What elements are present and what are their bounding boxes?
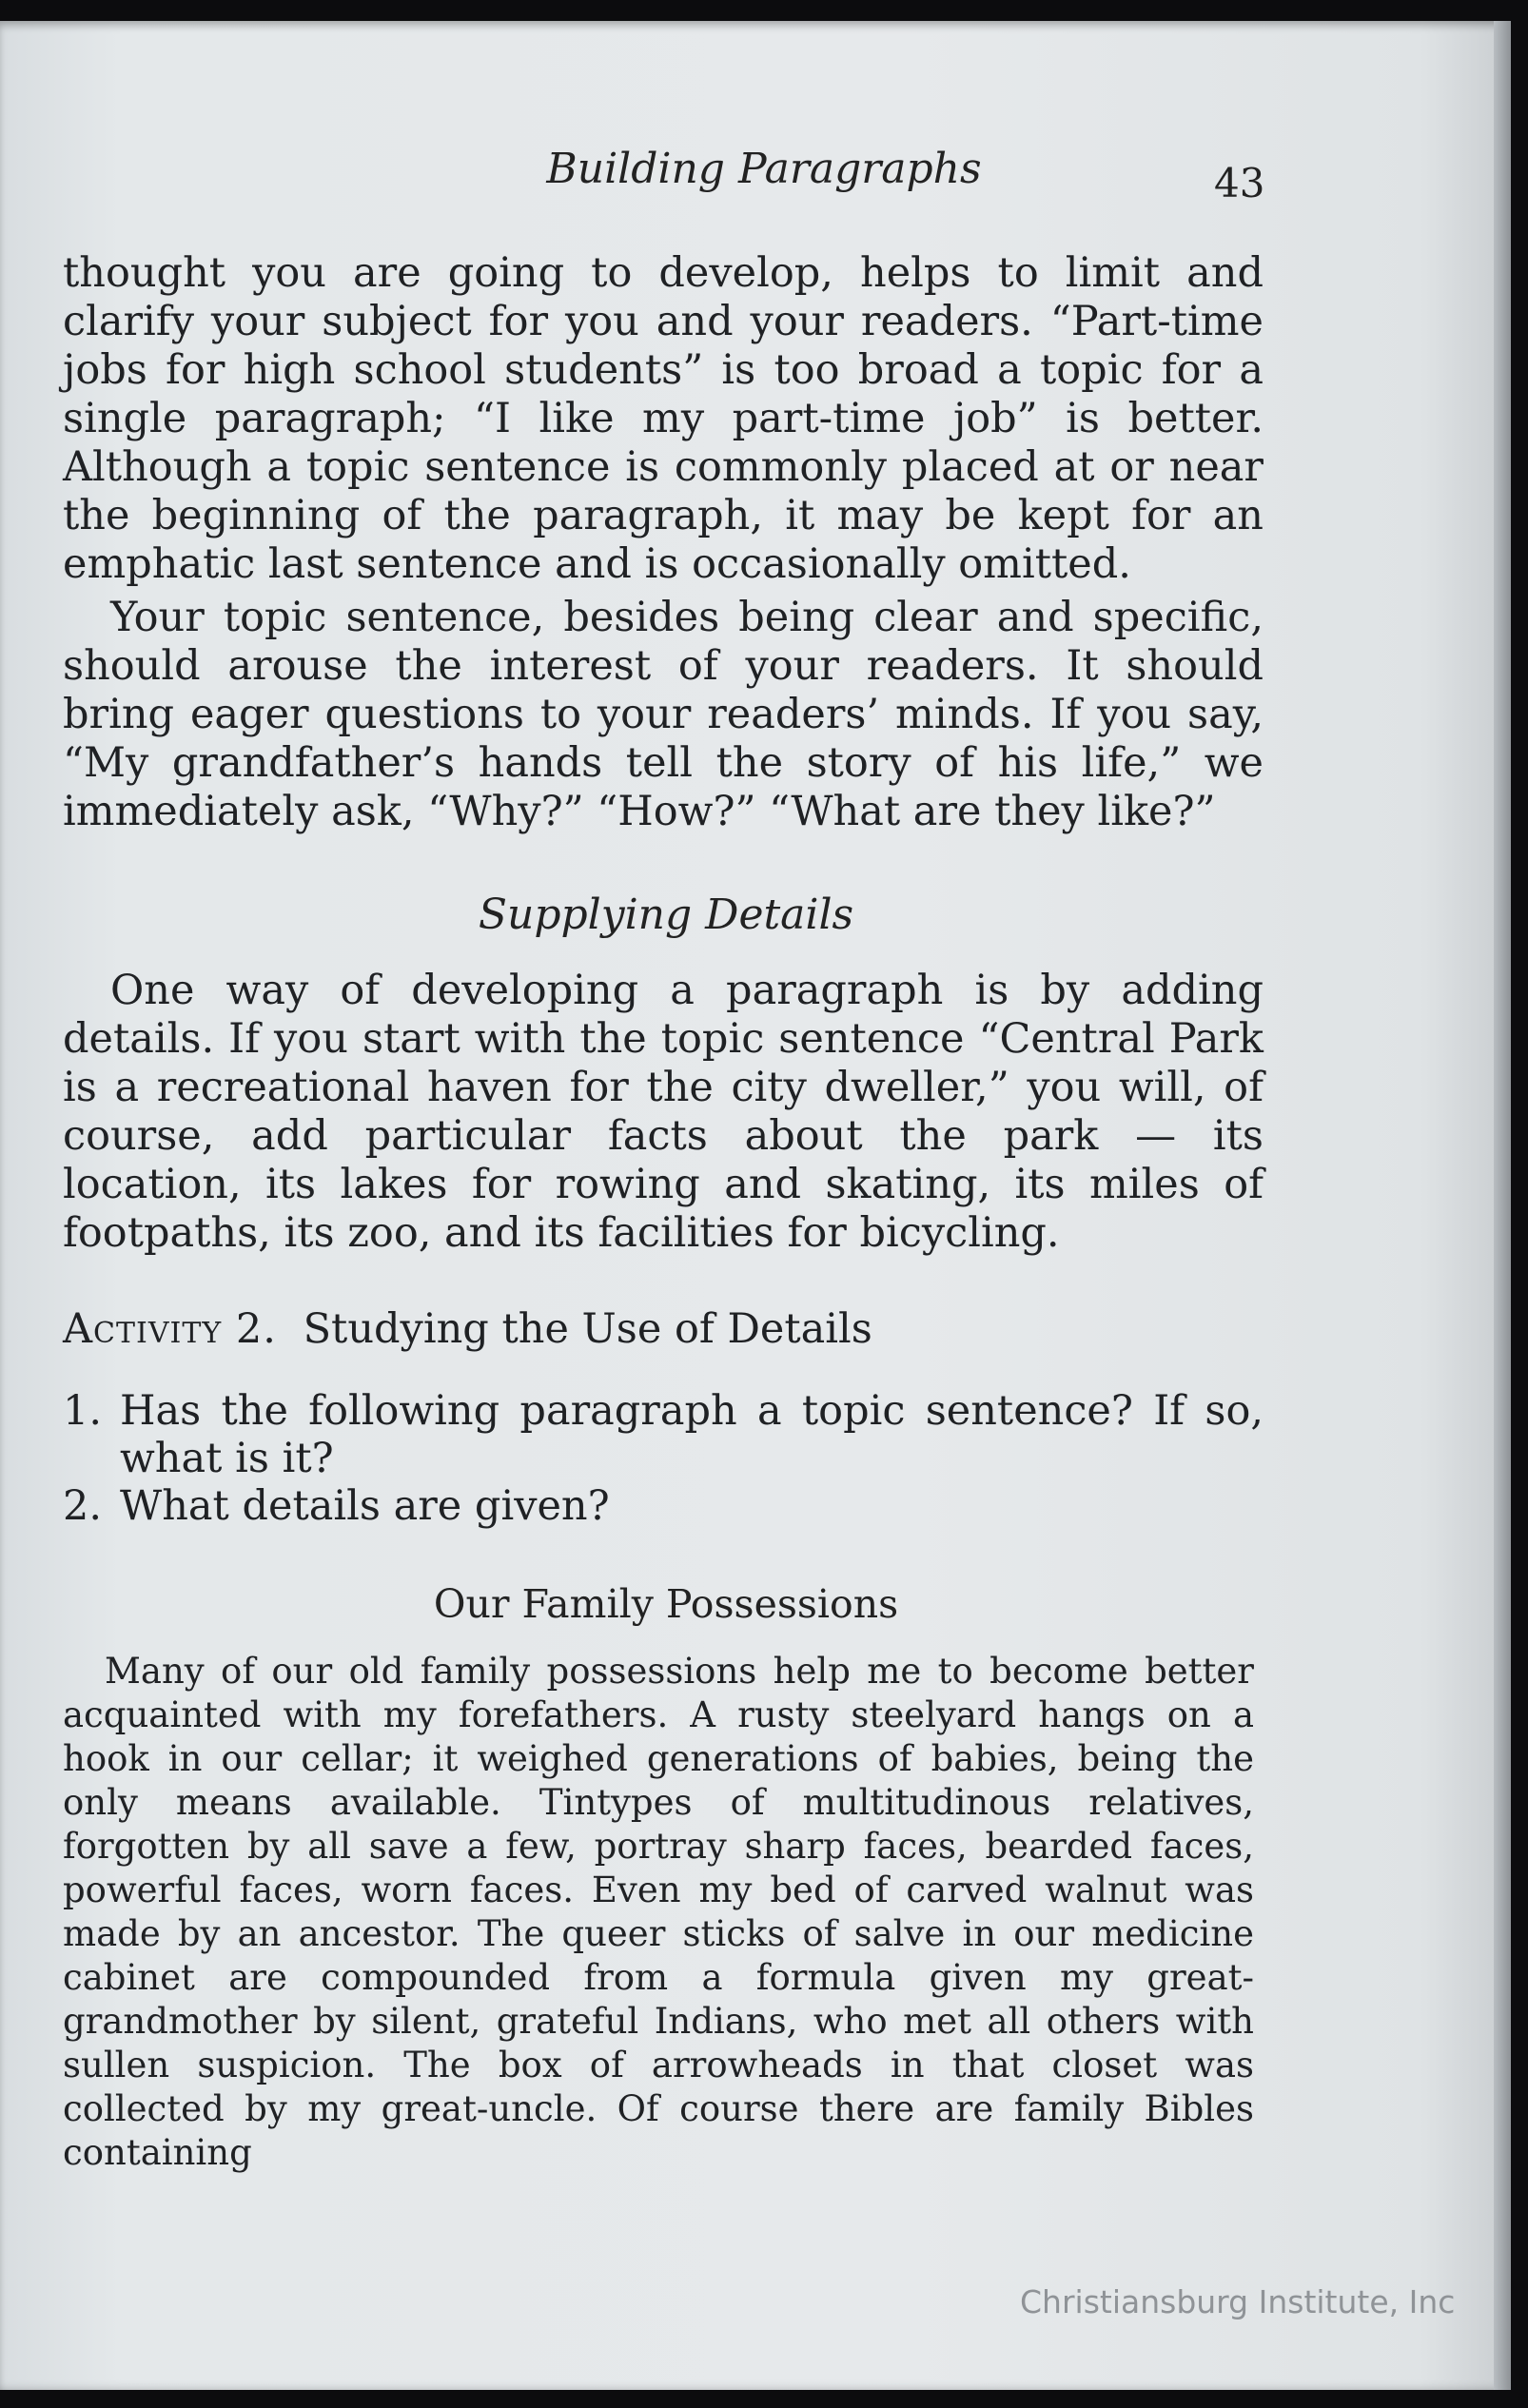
- list-item: [63, 1387, 1264, 1482]
- section-heading: Supplying Details: [478, 891, 854, 939]
- question-number: 2.: [63, 1482, 103, 1530]
- essay-title: Our Family Possessions: [433, 1581, 899, 1627]
- question-text: Has the following paragraph a topic sentence? If so, what is it?: [120, 1387, 1264, 1482]
- watermark: Christiansburg Institute, Inc: [1020, 2283, 1456, 2320]
- question-number: 1.: [63, 1387, 103, 1435]
- list-item: [63, 1482, 1264, 1530]
- running-head: Building Paragraphs: [546, 145, 982, 193]
- page-number: 43: [1214, 160, 1265, 206]
- body-paragraph-2: Your topic sentence, besides being clear and specific, should arouse the interest of your readers. It should bring eager questions to your readers’ minds. If you say, “My grandfather’s hands tell the story of his life,” we immediately ask, “Why?” “How?” “What are they like?”: [63, 594, 1264, 835]
- body-paragraph-1: thought you are going to develop, helps to limit and clarify your subject for you and your readers. “Part-time jobs for high school students” is too broad a topic for a single paragraph; “I like my part-time job” is better. Although a topic sentence is commonly placed at or near the beginning of the paragraph, it may be kept for an emphatic last sentence and is occasionally omitted.: [63, 249, 1264, 588]
- body-paragraph-3: One way of developing a paragraph is by adding details. If you start with the topic sentence “Central Park is a recreational haven for the city dweller,” you will, of course, add particular facts about the park — its location, its lakes for rowing and skating, its miles of footpaths, its zoo, and its facilities for bicycling.: [63, 967, 1264, 1257]
- page-edge: [1494, 21, 1511, 2390]
- essay-text: Many of our old family possessions help me to become better acquainted with my forefathers. A rusty steelyard hangs on a hook in our cellar; it weighed generations of babies, being the only means available. Tintypes of multitudinous relatives, forgotten by all save a few, portray sharp faces, bearded faces, powerful faces, worn faces. Even my bed of carved walnut was made by an ancestor. The queer sticks of salve in our medicine cabinet are compounded from a formula given my great-grandmother by silent, grateful Indians, who met all others with sullen suspicion. The box of arrowheads in that closet was collected by my great-uncle. Of course there are family Bibles containing: [63, 1651, 1254, 2173]
- question-text: What details are given?: [120, 1482, 610, 1530]
- activity-title: Studying the Use of Details: [303, 1305, 872, 1353]
- question-list: [63, 1387, 1264, 1530]
- activity-heading: [63, 1305, 872, 1353]
- activity-label: Activity 2.: [63, 1305, 277, 1353]
